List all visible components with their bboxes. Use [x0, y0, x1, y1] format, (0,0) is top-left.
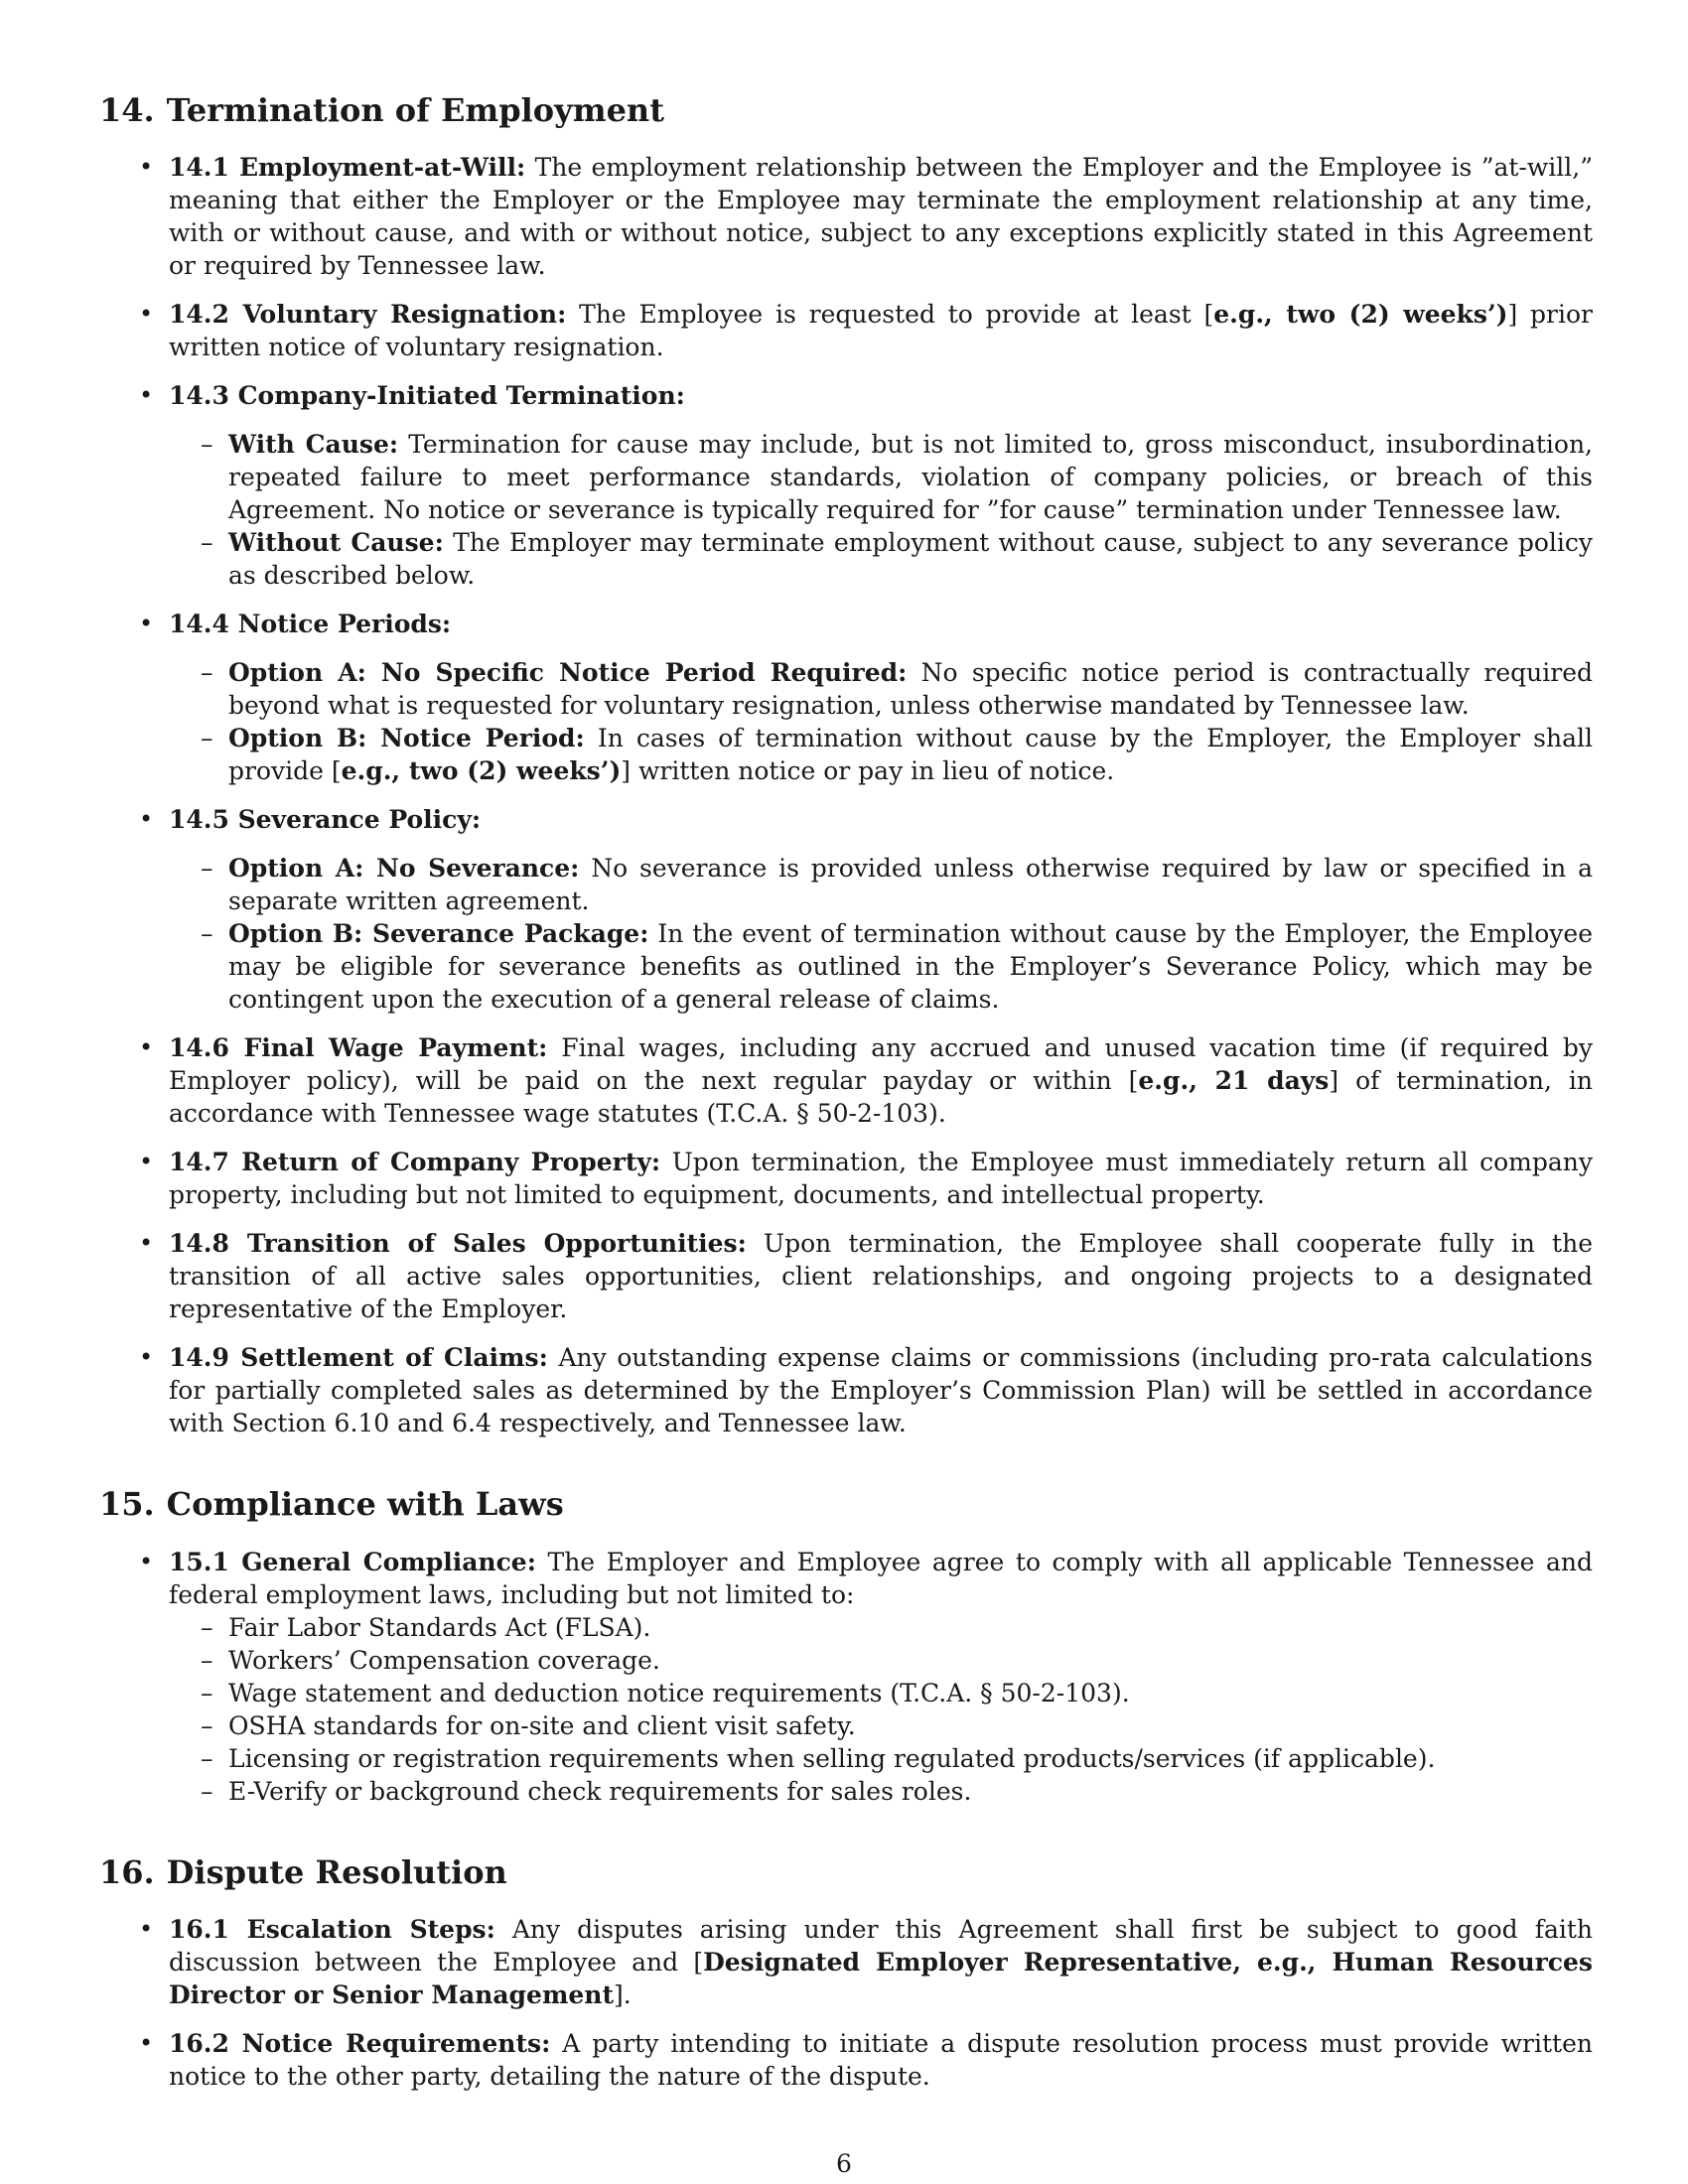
clause-14-5-option-b: – Option B: Severance Package: In the event of termination without cause by the Employer, the Employee may be eligible for severance benefits as outlined in the Employer’s Severance Policy, which may be contingent upon the execution of a general release of claims. [169, 917, 1593, 1016]
section-heading-16: 16. Dispute Resolution [99, 1852, 507, 1891]
section-heading-15: 15. Compliance with Laws [99, 1485, 564, 1524]
clause-14-3-without-cause: – Without Cause: The Employer may terminate employment without cause, subject to any severance policy as described below. [169, 526, 1593, 592]
clause-15-1-law-list [169, 1611, 1593, 1808]
clause-14-4-option-b: – Option B: Notice Period: In cases of termination without cause by the Employer, the Employer shall provide [e.g., two (2) weeks’)] written notice or pay in lieu of notice. [169, 722, 1593, 787]
clause-14-3-sublist [169, 428, 1593, 592]
clause-14-3-with-cause: – With Cause: Termination for cause may include, but is not limited to, gross misconduct, insubordination, repeated failure to meet performance standards, violation of company policies, or breach of this Agreement. No notice or severance is typically required for ”for cause” termination under Tennessee law. [169, 428, 1593, 526]
clause-14-5-sublist [169, 852, 1593, 1016]
law-list-item: – Licensing or registration requirements when selling regulated products/services (if applicable). [169, 1742, 1593, 1775]
clause-14-4-sublist [169, 656, 1593, 787]
clause-14-4: • 14.4 Notice Periods: – Option A: No Specific Notice Period Required: No specific notice period is contractually required beyond what is requested for voluntary resignation, unless otherwise mandated by Tennessee law. – Option B: Notice Period: In cases of termination without cause by the Employer, the Employer shall provide [e.g., two (2) weeks’)] written notice or pay in lieu of notice. [99, 608, 1593, 787]
clause-15-1: • 15.1 General Compliance: The Employer and Employee agree to comply with all applicable Tennessee and federal employment laws, including but not limited to: – Fair Labor Standards Act (FLSA). – Workers’ Compensation coverage. – Wage statement and deduction notice requirements (T.C.A. § 50-2-103). – OSHA standards for on-site and client visit safety. – Licensing or registration requirements when selling regulated products/services (if applicable). – E-Verify or background check requirements for sales roles. [99, 1546, 1593, 1808]
law-list-item: – Workers’ Compensation coverage. [169, 1644, 1593, 1677]
clause-14-1: • 14.1 Employment-at-Will: The employment relationship between the Employer and the Employee is ”at-will,” meaning that either the Employer or the Employee may terminate the employment relationship at any time, with or without cause, and with or without notice, subject to any exceptions explicitly stated in this Agreement or required by Tennessee law. [99, 151, 1593, 282]
clause-14-3: • 14.3 Company-Initiated Termination: – With Cause: Termination for cause may include, but is not limited to, gross misconduct, insubordination, repeated failure to meet performance standards, violation of company policies, or breach of this Agreement. No notice or severance is typically required for ”for cause” termination under Tennessee law. – Without Cause: The Employer may terminate employment without cause, subject to any severance policy as described below. [99, 379, 1593, 592]
page-number: 6 [836, 2149, 852, 2178]
section-16-list [99, 1913, 1593, 2093]
section-14-list [99, 151, 1593, 1439]
clause-14-9: • 14.9 Settlement of Claims: Any outstanding expense claims or commissions (including pro-rata calculations for partially completed sales as determined by the Employer’s Commission Plan) will be settled in accordance with Section 6.10 and 6.4 respectively, and Tennessee law. [99, 1341, 1593, 1439]
law-list-item: – Fair Labor Standards Act (FLSA). [169, 1611, 1593, 1644]
clause-14-6: • 14.6 Final Wage Payment: Final wages, including any accrued and unused vacation time (if required by Employer policy), will be paid on the next regular payday or within [e.g., 21 days] of termination, in accordance with Tennessee wage statutes (T.C.A. § 50-2-103). [99, 1031, 1593, 1130]
clause-14-5-option-a: – Option A: No Severance: No severance is provided unless otherwise required by law or specified in a separate written agreement. [169, 852, 1593, 917]
clause-14-8: • 14.8 Transition of Sales Opportunities: Upon termination, the Employee shall cooperate fully in the transition of all active sales opportunities, client relationships, and ongoing projects to a designated representative of the Employer. [99, 1227, 1593, 1325]
law-list-item: – Wage statement and deduction notice requirements (T.C.A. § 50-2-103). [169, 1677, 1593, 1709]
clause-14-5: • 14.5 Severance Policy: – Option A: No Severance: No severance is provided unless otherwise required by law or specified in a separate written agreement. – Option B: Severance Package: In the event of termination without cause by the Employer, the Employee may be eligible for severance benefits as outlined in the Employer’s Severance Policy, which may be contingent upon the execution of a general release of claims. [99, 803, 1593, 1016]
section-heading-14: 14. Termination of Employment [99, 91, 664, 129]
law-list-item: – E-Verify or background check requirements for sales roles. [169, 1775, 1593, 1808]
law-list-item: – OSHA standards for on-site and client visit safety. [169, 1709, 1593, 1742]
clause-14-7: • 14.7 Return of Company Property: Upon termination, the Employee must immediately return all company property, including but not limited to equipment, documents, and intellectual property. [99, 1146, 1593, 1211]
clause-16-2: • 16.2 Notice Requirements: A party intending to initiate a dispute resolution process must provide written notice to the other party, detailing the nature of the dispute. [99, 2027, 1593, 2093]
clause-14-2: • 14.2 Voluntary Resignation: The Employee is requested to provide at least [e.g., two (2) weeks’)] prior written notice of voluntary resignation. [99, 298, 1593, 363]
document-page [99, 91, 1593, 2109]
section-15-list [99, 1546, 1593, 1808]
clause-14-4-option-a: – Option A: No Specific Notice Period Required: No specific notice period is contractually required beyond what is requested for voluntary resignation, unless otherwise mandated by Tennessee law. [169, 656, 1593, 722]
clause-16-1: • 16.1 Escalation Steps: Any disputes arising under this Agreement shall first be subject to good faith discussion between the Employee and [Designated Employer Representative, e.g., Human Resources Director or Senior Management]. [99, 1913, 1593, 2011]
